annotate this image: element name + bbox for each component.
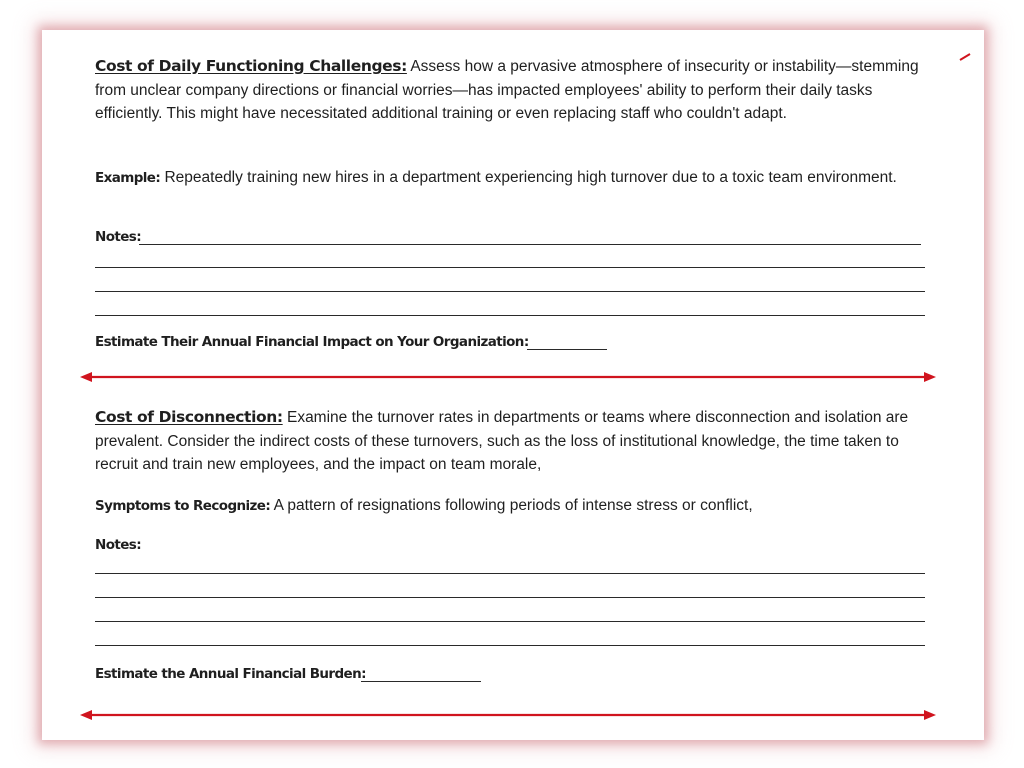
- section1-notes-line-1[interactable]: [139, 244, 921, 245]
- section1-notes-line-2[interactable]: [95, 267, 925, 268]
- section-disconnection: [95, 406, 927, 477]
- section-divider-arrow-2: [80, 707, 936, 723]
- section2-symptoms: [95, 494, 927, 519]
- section1-example: [95, 166, 927, 191]
- section1-example-paragraph: [95, 166, 927, 191]
- section2-symptoms-label: Symptoms to Recognize:: [95, 498, 271, 514]
- section2-notes-line-3[interactable]: [95, 621, 925, 622]
- section2-description: Examine the turnover rates in departments or teams where disconnection and isolation are prevalent. Consider the indirect costs of these turnovers, such as the loss of institutional knowledge, the time taken to recruit and train new employees, and the impact on team morale,: [95, 409, 909, 473]
- corner-arrow-mark: [958, 52, 972, 62]
- section1-paragraph: [95, 55, 927, 126]
- section1-notes-line-4[interactable]: [95, 315, 925, 316]
- section1-description: Assess how a pervasive atmosphere of insecurity or instability—stemming from unclear company directions or financial worries—has impacted employees' ability to perform their daily tasks efficiently. This might have necessitated additional training or even replacing staff who couldn't adapt.: [95, 58, 919, 122]
- section2-symptoms-text: A pattern of resignations following periods of intense stress or conflict,: [270, 497, 753, 514]
- section2-notes: [95, 536, 927, 554]
- section2-notes-line-2[interactable]: [95, 597, 925, 598]
- section2-notes-line-1[interactable]: [95, 573, 925, 574]
- section2-paragraph: [95, 406, 927, 477]
- section2-notes-label: Notes:: [95, 537, 142, 553]
- worksheet-page: [42, 30, 984, 740]
- section2-estimate-label: Estimate the Annual Financial Burden:: [95, 666, 366, 682]
- section1-estimate: [95, 334, 615, 356]
- section1-notes-label: Notes:: [95, 229, 142, 245]
- section1-example-label: Example:: [95, 170, 161, 186]
- section1-notes-line-3[interactable]: [95, 291, 925, 292]
- section1-notes: [95, 229, 925, 249]
- section1-estimate-blank[interactable]: [527, 349, 607, 350]
- section-divider-arrow-1: [80, 369, 936, 385]
- section-daily-functioning: [95, 55, 927, 126]
- section2-heading: Cost of Disconnection:: [95, 408, 283, 426]
- section2-symptoms-paragraph: [95, 494, 927, 519]
- section1-example-text: Repeatedly training new hires in a department experiencing high turnover due to a toxic team environment.: [160, 169, 897, 186]
- section2-notes-line-4[interactable]: [95, 645, 925, 646]
- section2-estimate-blank[interactable]: [361, 681, 481, 682]
- section1-estimate-label: Estimate Their Annual Financial Impact on Your Organization:: [95, 334, 529, 350]
- section2-estimate: [95, 666, 495, 688]
- section1-heading: Cost of Daily Functioning Challenges:: [95, 57, 407, 75]
